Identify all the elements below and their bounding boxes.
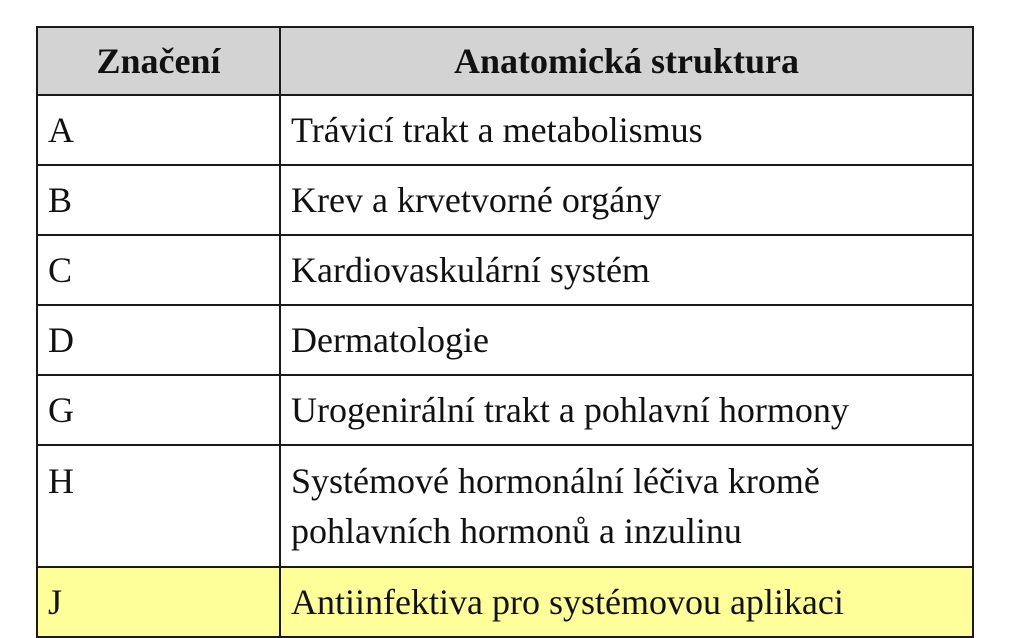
header-anatomical-structure: Anatomická struktura: [280, 27, 973, 95]
table-row: [37, 445, 973, 567]
cell-code: H: [37, 445, 280, 567]
cell-code: J: [37, 567, 280, 637]
table-row: [37, 305, 973, 375]
cell-structure: Kardiovaskulární systém: [280, 235, 973, 305]
table-row: [37, 375, 973, 445]
table-header-row: [37, 27, 973, 95]
atc-table-container: [36, 26, 972, 638]
table-row: [37, 95, 973, 165]
cell-code: B: [37, 165, 280, 235]
cell-structure: Urogenirální trakt a pohlavní hormony: [280, 375, 973, 445]
cell-code: C: [37, 235, 280, 305]
cell-structure: Krev a krvetvorné orgány: [280, 165, 973, 235]
atc-classification-table: [36, 26, 974, 638]
cell-structure: Trávicí trakt a metabolismus: [280, 95, 973, 165]
cell-structure: Systémové hormonální léčiva kromě pohlavních hormonů a inzulinu: [280, 445, 973, 567]
cell-structure: Antiinfektiva pro systémovou aplikaci: [280, 567, 973, 637]
table-row-highlighted: [37, 567, 973, 637]
header-code: Značení: [37, 27, 280, 95]
cell-code: D: [37, 305, 280, 375]
cell-structure: Dermatologie: [280, 305, 973, 375]
cell-code: G: [37, 375, 280, 445]
table-row: [37, 165, 973, 235]
cell-code: A: [37, 95, 280, 165]
table-row: [37, 235, 973, 305]
